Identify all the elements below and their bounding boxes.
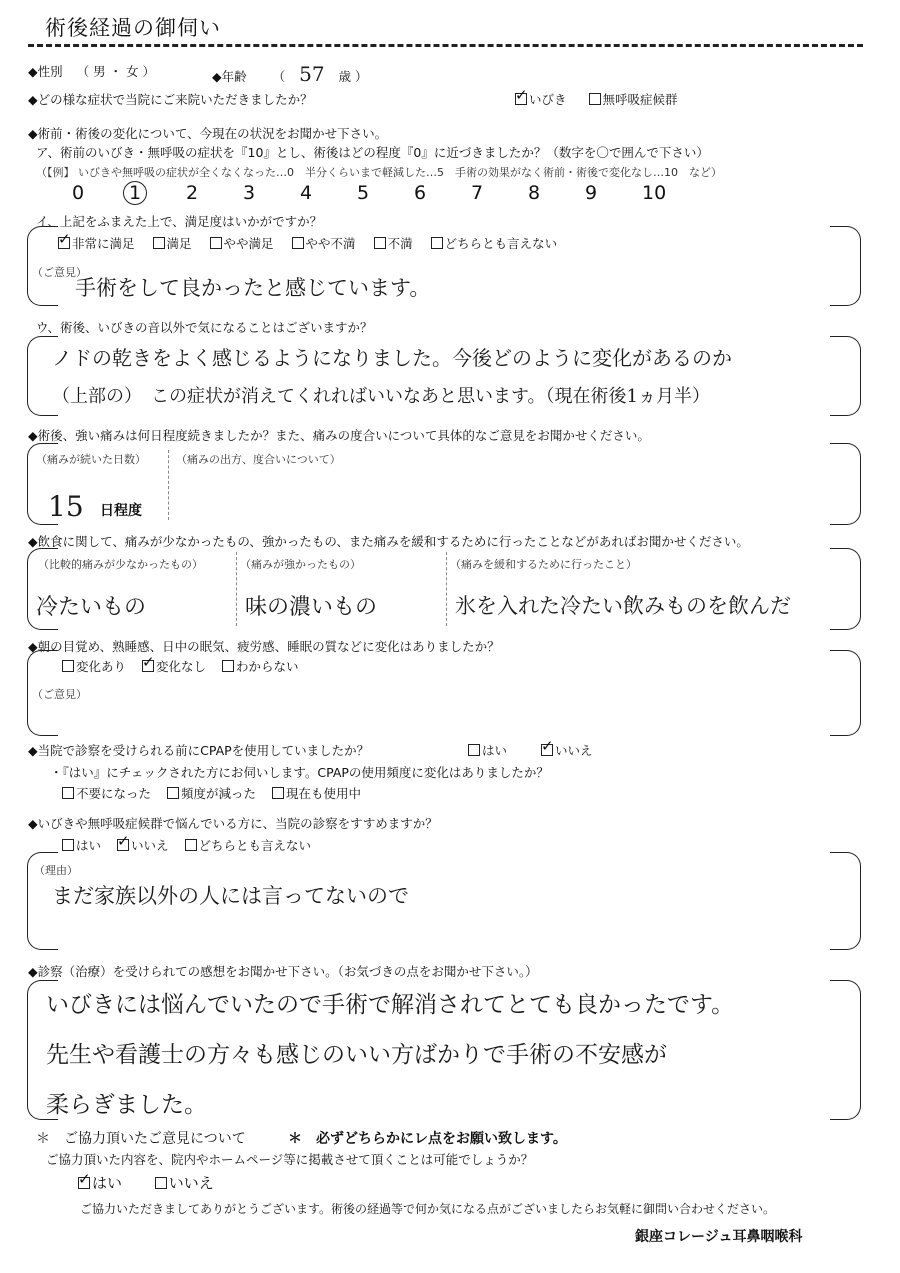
recommend-options (62, 836, 327, 854)
satisfaction-option-0[interactable]: ✓非常に満足 (58, 236, 135, 251)
pain-question: ◆術後、強い痛みは何日程度続きましたか？また、痛みの度合いについて具体的なご意見をお聞かせください。 (28, 428, 650, 443)
other-answer-line1[interactable]: ノドの乾きをよく感じるようになりました。今後どのように変化があるのか (52, 346, 732, 370)
age-row (212, 62, 368, 86)
title-divider (28, 44, 863, 47)
scale-number-0[interactable]: 0 (72, 182, 85, 204)
scale-number-7[interactable]: 7 (471, 182, 484, 204)
age-open: （ (272, 69, 286, 84)
food-col2-label: （痛みが強かったもの） (240, 558, 361, 571)
checkbox-icon (167, 787, 179, 799)
impression-line1[interactable]: いびきには悩んでいたので手術で解消されてとても良かったです。 (46, 992, 735, 1018)
gender-row (28, 62, 155, 80)
food-col1-label: （比較的痛みが少なかったもの） (38, 558, 203, 571)
checkbox-icon (210, 237, 222, 249)
checkbox-icon (155, 1177, 167, 1189)
checkbox-icon (62, 839, 74, 851)
checkbox-checked-icon (541, 744, 553, 756)
checkbox-icon (62, 787, 74, 799)
checkbox-checked-icon (515, 93, 527, 105)
scale-number-10[interactable]: 10 (642, 182, 667, 204)
change-scale (72, 181, 699, 205)
cpap-followup: ・『はい』にチェックされた方にお伺いします。CPAPの使用頻度に変化はありましたか？ (50, 765, 549, 780)
satisfaction-comment-label: （ご意見） (32, 266, 87, 279)
checkbox-checked-icon (117, 839, 129, 851)
recommend-option-0[interactable]: はい (62, 838, 101, 853)
recommend-option-2[interactable]: どちらとも言えない (185, 838, 312, 853)
satisfaction-comment[interactable]: 手術をして良かったと感じています。 (75, 276, 431, 300)
cpap-question: ◆当院で診察を受けられる前にCPAPを使用していましたか？ (28, 743, 370, 758)
pain-days-unit: 日程度 (100, 503, 142, 519)
scale-number-9[interactable]: 9 (585, 182, 598, 204)
checkbox-checked-icon (142, 660, 154, 672)
satisfaction-option-2[interactable]: やや満足 (210, 236, 274, 251)
cpap-option-yes[interactable]: はい (468, 743, 507, 758)
checkbox-checked-icon (58, 237, 70, 249)
food-column-divider-2 (446, 552, 447, 626)
clinic-name: 銀座コレージュ耳鼻咽喉科 (635, 1229, 803, 1245)
sleep-option-1[interactable]: ✓ 変化なし (142, 659, 206, 674)
sleep-comment-label: （ご意見） (32, 688, 87, 701)
pain-bracket-right (830, 443, 861, 525)
scale-number-1[interactable]: 1 (129, 181, 186, 205)
consent-heading-a: ＊ ご協力頂いたご意見について (36, 1131, 246, 1147)
scale-number-3[interactable]: 3 (243, 182, 256, 204)
checkbox-icon (272, 787, 284, 799)
change-sub-question: ア、術前のいびき・無呼吸の症状を『10』とし、術後はどの程度『0』に近づきましたか？（数字を〇で囲んで下さい） (36, 145, 709, 160)
recommend-reason-label: （理由） (34, 864, 78, 877)
scale-number-5[interactable]: 5 (357, 182, 370, 204)
pain-column-divider (168, 450, 169, 520)
sleep-question: ◆朝の目覚め、熟睡感、日中の眠気、疲労感、睡眠の質などに変化はありましたか？ (28, 639, 500, 654)
food-col3-label: （痛みを緩和するために行ったこと） (450, 558, 637, 571)
checkbox-icon (222, 660, 234, 672)
impression-bracket-right (830, 980, 861, 1120)
consent-option-yes[interactable]: ✓はい (78, 1174, 122, 1192)
cpap-follow-option-2[interactable]: 現在も使用中 (272, 786, 361, 801)
food-col2-value[interactable]: 味の濃いもの (245, 595, 378, 620)
recommend-question: ◆いびきや無呼吸症候群で悩んでいる方に、当院の診察をすすめますか？ (28, 816, 438, 831)
checkbox-icon (185, 839, 197, 851)
checkbox-icon (62, 660, 74, 672)
checkbox-icon (153, 237, 165, 249)
cpap-follow-option-0[interactable]: 不要になった (62, 786, 151, 801)
age-label: ◆年齢 (212, 69, 247, 84)
pain-days-label: （痛みが続いた日数） (36, 453, 146, 466)
checkbox-icon (431, 237, 443, 249)
cpap-follow-option-1[interactable]: 頻度が減った (167, 786, 256, 801)
symptom-option-apnea[interactable]: 無呼吸症候群 (589, 92, 678, 107)
food-col3-value[interactable]: 氷を入れた冷たい飲みものを飲んだ (455, 594, 791, 618)
sleep-options (62, 657, 315, 675)
sleep-bracket-right (830, 650, 861, 736)
satisfaction-options (58, 234, 575, 252)
food-col1-value[interactable]: 冷たいもの (36, 595, 147, 620)
recommend-option-1[interactable]: ✓ いいえ (117, 838, 169, 853)
other-answer-line2[interactable]: （上部の） この症状が消えてくれればいいなあと思います。（現在術後1ヵ月半） (52, 386, 711, 407)
consent-heading-b: ＊ 必ずどちらかにレ点をお願い致します。 (288, 1131, 567, 1147)
satisfaction-option-1[interactable]: 満足 (153, 236, 192, 251)
food-bracket-right (830, 548, 861, 630)
sleep-option-0[interactable]: 変化あり (62, 659, 126, 674)
food-column-divider-1 (236, 552, 237, 626)
satisfaction-option-3[interactable]: やや不満 (292, 236, 356, 251)
checkbox-icon (292, 237, 304, 249)
consent-option-no[interactable]: いいえ (155, 1174, 214, 1192)
food-question: ◆飲食に関して、痛みが少なかったもの、強かったもの、また痛みを緩和するために行ったことなどがあればお聞かせください。 (28, 534, 749, 549)
age-close: 歳 ） (338, 69, 368, 84)
recommend-reason[interactable]: まだ家族以外の人には言ってないので (52, 884, 409, 908)
impression-question: ◆診察（治療）を受けられての感想をお聞かせ下さい。（お気づきの点をお聞かせ下さい。） (28, 964, 538, 979)
change-heading: ◆術前・術後の変化について、今現在の状況をお聞かせ下さい。 (28, 126, 388, 141)
pain-degree-label: （痛みの出方、度合いについて） (176, 453, 341, 466)
checkbox-icon (374, 237, 386, 249)
scale-number-4[interactable]: 4 (300, 182, 313, 204)
consent-question: ご協力頂いた内容を、院内やホームページ等に掲載させて頂くことは可能でしょうか？ (46, 1152, 534, 1167)
consent-options (78, 1172, 214, 1193)
satisfaction-option-5[interactable]: どちらとも言えない (431, 236, 558, 251)
other-bracket-right (830, 336, 861, 416)
cpap-option-no[interactable]: ✓ いいえ (541, 743, 593, 758)
cpap-follow-options (62, 784, 377, 802)
satisfaction-option-4[interactable]: 不満 (374, 236, 413, 251)
other-question: ウ、術後、いびきの音以外で気になることはございますか？ (36, 320, 373, 335)
recommend-bracket-right (830, 852, 861, 950)
gender-options[interactable]: （ 男 ・ 女 ） (76, 64, 156, 79)
symptom-question: ◆どの様な症状で当院にご来院いただきましたか？ (28, 92, 313, 107)
change-example: （【例】 いびきや無呼吸の症状が全くなくなった…0 半分くらいまで軽減した…5 手術の効果がなく術前・術後で変化なし…10 など） (36, 166, 722, 179)
symptom-option-snoring[interactable]: ✓ いびき (515, 92, 567, 107)
gender-label: ◆性別 (28, 64, 63, 79)
checkbox-icon (468, 744, 480, 756)
pain-days-value[interactable]: 15 (48, 490, 84, 523)
age-value[interactable]: 57 (299, 62, 325, 86)
footer-thanks: ご協力いただきましてありがとうございます。術後の経過等で何か気になる点がございましたらお気軽に御問い合わせください。 (80, 1202, 776, 1216)
cpap-options (468, 741, 593, 759)
checkbox-icon (589, 93, 601, 105)
impression-line2[interactable]: 先生や看護士の方々も感じのいい方ばかりで手術の不安感が (46, 1042, 667, 1068)
scale-number-2[interactable]: 2 (186, 182, 199, 204)
scale-number-6[interactable]: 6 (414, 182, 427, 204)
satisfaction-question: イ、上記をふまえた上で、満足度はいかがですか？ (36, 214, 323, 229)
checkbox-checked-icon (78, 1177, 90, 1189)
symptom-options (515, 90, 678, 108)
impression-line3[interactable]: 柔らぎました。 (46, 1092, 207, 1118)
satisfaction-bracket-right (830, 226, 861, 306)
scale-number-8[interactable]: 8 (528, 182, 541, 204)
sleep-option-2[interactable]: わからない (222, 659, 299, 674)
page-title: 術後経過の御伺い (45, 16, 221, 40)
